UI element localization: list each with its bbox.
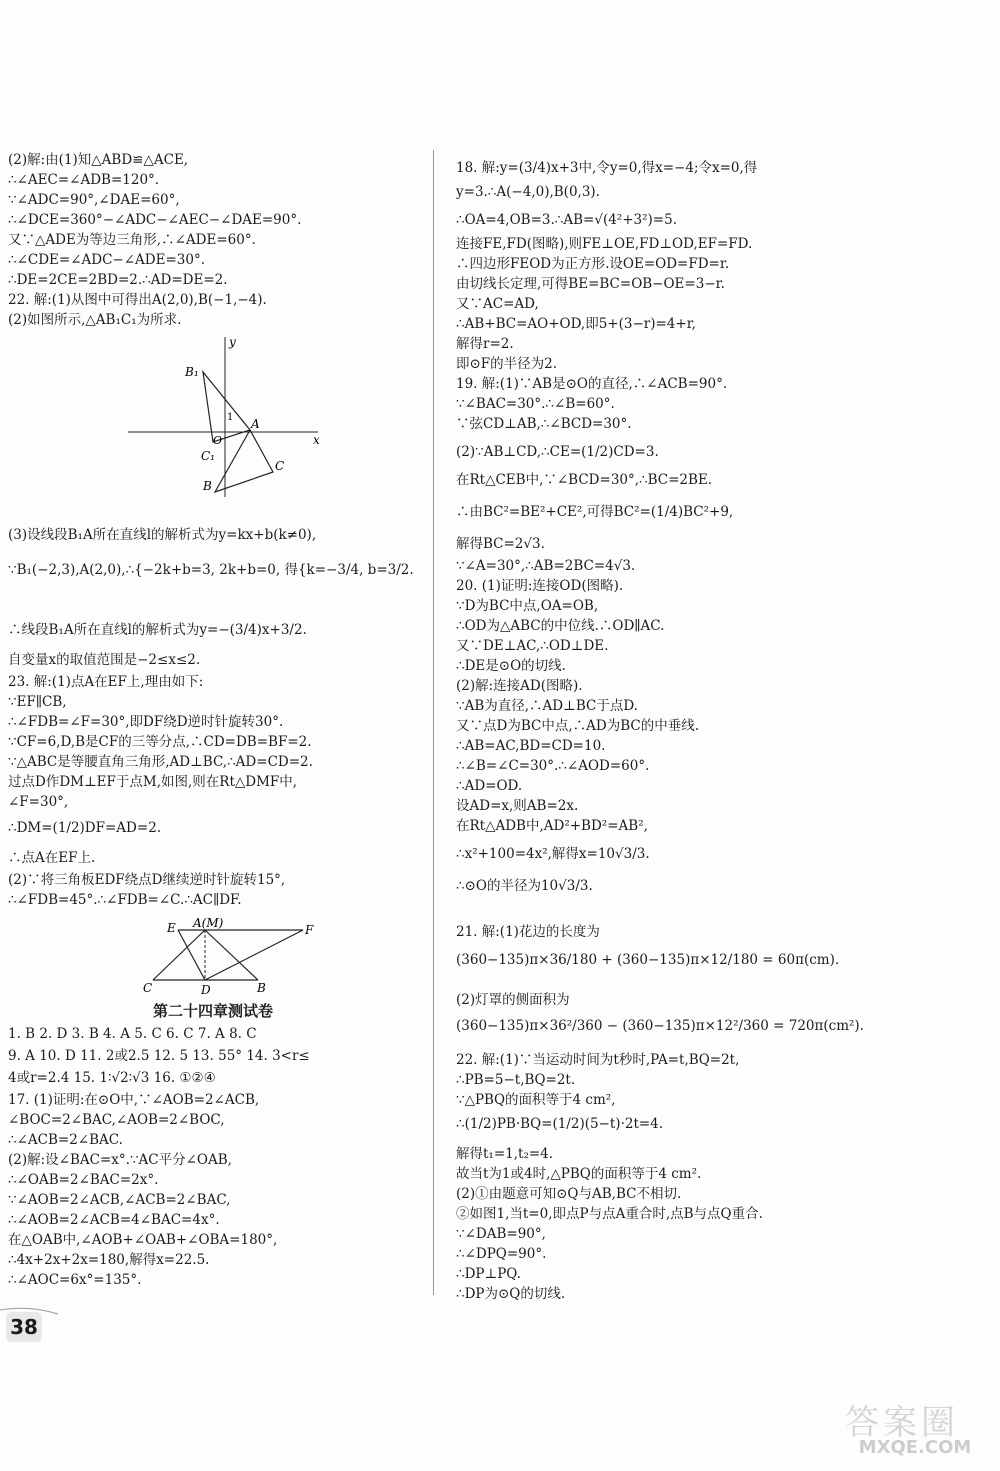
text-line: 1. B 2. D 3. B 4. A 5. C 6. C 7. A 8. C	[8, 1026, 257, 1042]
text-line: ∴DE=2CE=2BD=2.∴AD=DE=2.	[8, 272, 228, 288]
text-line: ∴∠AOB=2∠ACB=4∠BAC=4x°.	[8, 1212, 220, 1228]
text-line: ∵CF=6,D,B是CF的三等分点,∴CD=DB=BF=2.	[8, 734, 312, 750]
page-number: 38	[6, 1312, 42, 1342]
text-line: ∵弦CD⊥AB,∴∠BCD=30°.	[456, 416, 632, 432]
text-line: ∴∠AEC=∠ADB=120°.	[8, 172, 160, 188]
text-line: (2)如图所示,△AB₁C₁为所求.	[8, 312, 182, 328]
text-line: ∴由BC²=BE²+CE²,可得BC²=(1/4)BC²+9,	[456, 504, 734, 520]
text-line: ∠BOC=2∠BAC,∠AOB=2∠BOC,	[8, 1112, 225, 1128]
text-line: ∴DP⊥PQ.	[456, 1266, 521, 1282]
line-ca	[153, 930, 205, 980]
text-line: ∴DE是⊙O的切线.	[456, 658, 566, 674]
text-line: 又∵点D为BC中点,∴AD为BC的中垂线.	[456, 718, 699, 734]
text-line: (2)解:设∠BAC=x°.∵AC平分∠OAB,	[8, 1152, 232, 1168]
text-line: 自变量x的取值范围是−2≤x≤2.	[8, 652, 201, 668]
text-line: ∴点A在EF上.	[8, 850, 96, 866]
text-line: ∴4x+2x+2x=180,解得x=22.5.	[8, 1252, 210, 1268]
text-line: (2)解:由(1)知△ABD≌△ACE,	[8, 152, 189, 168]
text-line: 故当t为1或4时,△PBQ的面积等于4 cm².	[456, 1166, 702, 1182]
text-line: ∴∠ACB=2∠BAC.	[8, 1132, 123, 1148]
text-line: (2)①由题意可知⊙Q与AB,BC不相切.	[456, 1186, 682, 1202]
text-line: 解得r=2.	[456, 336, 514, 352]
text-line: ∴AD=OD.	[456, 778, 523, 794]
label-c: C	[275, 459, 285, 473]
text-line: 设AD=x,则AB=2x.	[456, 798, 579, 814]
coordinate-figure	[123, 332, 333, 502]
label-c: C	[143, 981, 153, 995]
text-line: ∴PB=5−t,BQ=2t.	[456, 1072, 576, 1088]
line-ab	[205, 930, 258, 980]
text-line: 23. 解:(1)点A在EF上,理由如下:	[8, 674, 204, 690]
label-y: y	[229, 335, 236, 349]
text-line: ∴⊙O的半径为10√3/3.	[456, 878, 593, 894]
text-line: ∵D为BC中点,OA=OB,	[456, 598, 599, 614]
text-line: 又∵AC=AD,	[456, 296, 539, 312]
label-b: B	[257, 981, 266, 995]
label-b: B	[203, 479, 212, 493]
text-line: ∴∠DPQ=90°.	[456, 1246, 547, 1262]
text-line: ∴∠CDE=∠ADC−∠ADE=30°.	[8, 252, 206, 268]
text-line: 4或r=2.4 15. 1∶√2∶√3 16. ①②④	[8, 1070, 216, 1086]
text-line: ∴AB=AC,BD=CD=10.	[456, 738, 606, 754]
text-line: (2)灯罩的侧面积为	[456, 992, 570, 1008]
text-line: (2)∵AB⊥CD,∴CE=(1/2)CD=3.	[456, 444, 659, 460]
text-line: 9. A 10. D 11. 2或2.5 12. 5 13. 55° 14. 3<r≤	[8, 1048, 310, 1064]
text-line: (2)解:连接AD(图略).	[456, 678, 583, 694]
text-line: ∵∠DAB=90°,	[456, 1226, 546, 1242]
text-line: ∵∠BAC=30°.∴∠B=60°.	[456, 396, 615, 412]
line-df	[205, 930, 303, 980]
text-line: ∴∠B=∠C=30°.∴∠AOD=60°.	[456, 758, 650, 774]
line-ed	[178, 930, 205, 980]
label-c1: C₁	[201, 449, 215, 463]
text-line: (2)∵将三角板EDF绕点D继续逆时针旋转15°,	[8, 872, 286, 888]
text-line: ∵B₁(−2,3),A(2,0),∴{−2k+b=3, 2k+b=0, 得{k=−3/4, b=3/2.	[8, 562, 414, 578]
text-line: 18. 解:y=(3/4)x+3中,令y=0,得x=−4;令x=0,得	[456, 160, 758, 176]
text-line: 连接FE,FD(图略),则FE⊥OE,FD⊥OD,EF=FD.	[456, 236, 753, 252]
text-line: 解得t₁=1,t₂=4.	[456, 1146, 554, 1162]
text-line: 又∵△ADE为等边三角形,∴∠ADE=60°.	[8, 232, 256, 248]
text-line: ∵∠AOB=2∠ACB,∠ACB=2∠BAC,	[8, 1192, 231, 1208]
triangle-figure	[133, 918, 323, 998]
text-line: ∴OD为△ABC的中位线.∴OD∥AC.	[456, 618, 665, 634]
text-line: ∴AB+BC=AO+OD,即5+(3−r)=4+r,	[456, 316, 696, 332]
label-x: x	[313, 433, 320, 447]
text-line: 即⊙F的半径为2.	[456, 356, 558, 372]
text-line: ∴∠AOC=6x°=135°.	[8, 1272, 142, 1288]
text-line: ∴x²+100=4x²,解得x=10√3/3.	[456, 846, 650, 862]
text-line: ∵∠A=30°,∴AB=2BC=4√3.	[456, 558, 636, 574]
label-am: A(M)	[193, 918, 224, 930]
text-line: ∴∠DCE=360°−∠ADC−∠AEC−∠DAE=90°.	[8, 212, 302, 228]
label-a: A	[251, 417, 260, 431]
text-line: ∵AB为直径,∴AD⊥BC于点D.	[456, 698, 638, 714]
text-line: ∴∠FDB=45°.∴∠FDB=∠C.∴AC∥DF.	[8, 892, 242, 908]
text-line: ∴(1/2)PB·BQ=(1/2)(5−t)·2t=4.	[456, 1116, 664, 1132]
text-line: ∴四边形FEOD为正方形.设OE=OD=FD=r.	[456, 256, 730, 272]
text-line: ∵EF∥CB,	[8, 694, 67, 710]
text-line: 22. 解:(1)∵当运动时间为t秒时,PA=t,BQ=2t,	[456, 1052, 740, 1068]
text-line: (3)设线段B₁A所在直线l的解析式为y=kx+b(k≠0),	[8, 527, 317, 543]
text-line: 又∵DE⊥AC,∴OD⊥DE.	[456, 638, 609, 654]
watermark-url: MXQE.COM	[858, 1437, 972, 1458]
label-b1: B₁	[185, 365, 199, 379]
text-line: ∴∠OAB=2∠BAC=2x°.	[8, 1172, 159, 1188]
text-line: ∠F=30°,	[8, 794, 69, 810]
text-line: ∵△PBQ的面积等于4 cm²,	[456, 1092, 616, 1108]
text-line: 20. (1)证明:连接OD(图略).	[456, 578, 624, 594]
column-divider	[433, 150, 434, 1295]
text-line: y=3.∴A(−4,0),B(0,3).	[456, 184, 600, 200]
text-line: 解得BC=2√3.	[456, 536, 545, 552]
text-line: (360−135)π×36/180 + (360−135)π×12/180 = 60π(cm).	[456, 952, 840, 968]
label-one: 1	[227, 412, 234, 423]
label-o: O	[213, 434, 223, 447]
text-line: 由切线长定理,可得BE=BC=OB−OE=3−r.	[456, 276, 725, 292]
text-line: 19. 解:(1)∵AB是⊙O的直径,∴∠ACB=90°.	[456, 376, 728, 392]
watermark	[835, 1395, 995, 1465]
text-line: ∴DP为⊙Q的切线.	[456, 1286, 566, 1302]
text-line: (360−135)π×36²/360 − (360−135)π×12²/360 = 720π(cm²).	[456, 1018, 864, 1034]
section-heading: 第二十四章测试卷	[153, 1002, 274, 1020]
text-line: 21. 解:(1)花边的长度为	[456, 924, 600, 940]
text-line: ∴∠FDB=∠F=30°,即DF绕D逆时针旋转30°.	[8, 714, 284, 730]
triangle-abc	[215, 430, 273, 492]
text-line: 在Rt△CEB中,∵∠BCD=30°,∴BC=2BE.	[456, 472, 713, 488]
text-line: ∴线段B₁A所在直线l的解析式为y=−(3/4)x+3/2.	[8, 622, 307, 638]
text-line: 17. (1)证明:在⊙O中,∵∠AOB=2∠ACB,	[8, 1092, 260, 1108]
text-line: 22. 解:(1)从图中可得出A(2,0),B(−1,−4).	[8, 292, 267, 308]
text-line: 过点D作DM⊥EF于点M,如图,则在Rt△DMF中,	[8, 774, 298, 790]
label-e: E	[167, 921, 176, 935]
text-line: ∵△ABC是等腰直角三角形,AD⊥BC,∴AD=CD=2.	[8, 754, 313, 770]
text-line: 在△OAB中,∠AOB+∠OAB+∠OBA=180°,	[8, 1232, 278, 1248]
text-line: 在Rt△ADB中,AD²+BD²=AB²,	[456, 818, 648, 834]
text-line: ∵∠ADC=90°,∠DAE=60°,	[8, 192, 180, 208]
watermark-logo: 答案圈	[845, 1403, 959, 1443]
label-f: F	[305, 923, 314, 937]
label-d: D	[201, 983, 211, 997]
text-line: ∴OA=4,OB=3.∴AB=√(4²+3²)=5.	[456, 212, 677, 228]
text-line: ②如图1,当t=0,即点P与点A重合时,点B与点Q重合.	[456, 1206, 763, 1222]
text-line: ∴DM=(1/2)DF=AD=2.	[8, 820, 162, 836]
